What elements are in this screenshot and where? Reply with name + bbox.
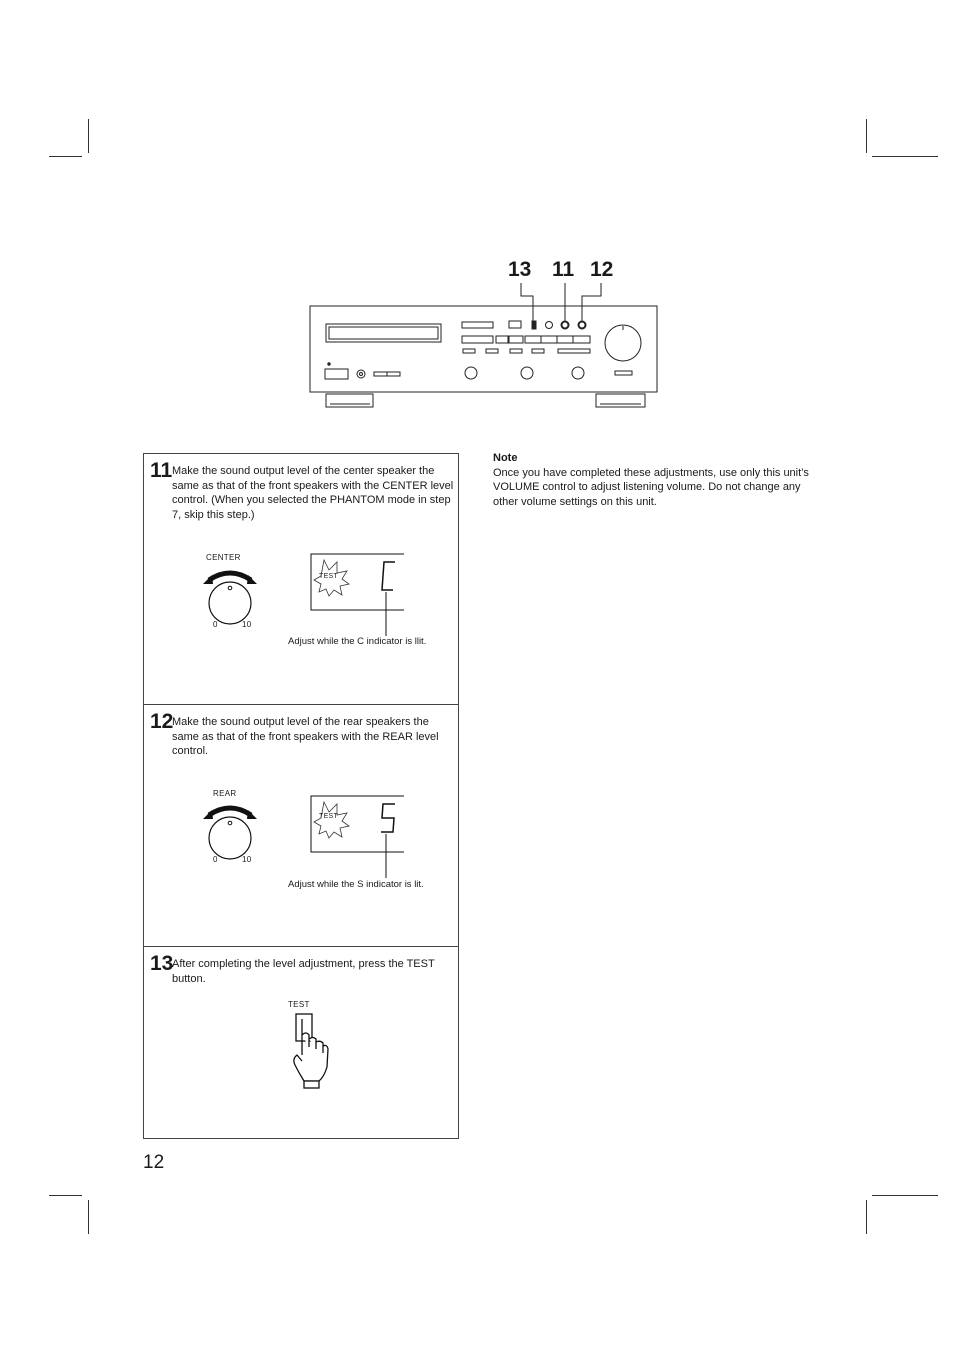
- display-window-c: [309, 552, 409, 637]
- test-button-label: TEST: [288, 1000, 310, 1009]
- crop-mark-bottom-right-v: [866, 1200, 867, 1234]
- scale-min: 0: [213, 620, 218, 629]
- note-block: [493, 451, 813, 509]
- note-text: Once you have completed these adjustments, use only this unit’s VOLUME control to adjust listening volume. Do not change any other volume settings on this unit.: [493, 466, 809, 508]
- step-number: 13: [150, 952, 174, 975]
- center-level-knob-icon: [199, 562, 261, 628]
- step-13: [144, 947, 458, 1139]
- callout-13: 13: [508, 258, 532, 281]
- scale-min: 0: [213, 855, 218, 864]
- crop-mark-bottom-right-h: [872, 1195, 938, 1196]
- rear-level-knob-icon: [199, 797, 261, 863]
- step-caption: Adjust while the C indicator is llit.: [288, 636, 427, 647]
- crop-mark-top-left-v: [88, 119, 89, 153]
- crop-mark-bottom-left-h: [49, 1195, 82, 1196]
- crop-mark-bottom-left-v: [88, 1200, 89, 1234]
- page-number: 12: [143, 1152, 165, 1173]
- step-11: [144, 454, 458, 705]
- step-number: 11: [150, 459, 173, 482]
- step-instruction: Make the sound output level of the rear speakers the same as that of the front speakers with the REAR level control.: [172, 716, 439, 757]
- note-title: Note: [493, 452, 518, 464]
- test-indicator-badge: TEST: [319, 573, 339, 580]
- step-caption: Adjust while the S indicator is lit.: [288, 879, 424, 890]
- crop-mark-top-left-h: [49, 156, 82, 157]
- step-number: 12: [150, 710, 174, 733]
- step-instruction: After completing the level adjustment, press the TEST button.: [172, 958, 435, 985]
- scale-max: 10: [242, 620, 252, 629]
- hand-pressing-test-button-icon: [289, 1011, 334, 1089]
- crop-mark-top-right-v: [866, 119, 867, 153]
- knob-label-rear: REAR: [213, 789, 237, 798]
- step-instruction: Make the sound output level of the center speaker the same as that of the front speakers with the CENTER level control. (When you selected the PHANTOM mode in step 7, skip this step.): [172, 465, 454, 521]
- step-12: [144, 705, 458, 947]
- callout-11: 11: [552, 258, 575, 281]
- crop-mark-top-right-h: [872, 156, 938, 157]
- scale-max: 10: [242, 855, 252, 864]
- knob-label-center: CENTER: [206, 553, 241, 562]
- callout-12: 12: [590, 258, 614, 281]
- test-indicator-badge: TEST: [319, 813, 339, 820]
- steps-panel: [143, 453, 459, 1139]
- display-window-s: [309, 794, 409, 879]
- receiver-front-panel-illustration: [300, 278, 670, 412]
